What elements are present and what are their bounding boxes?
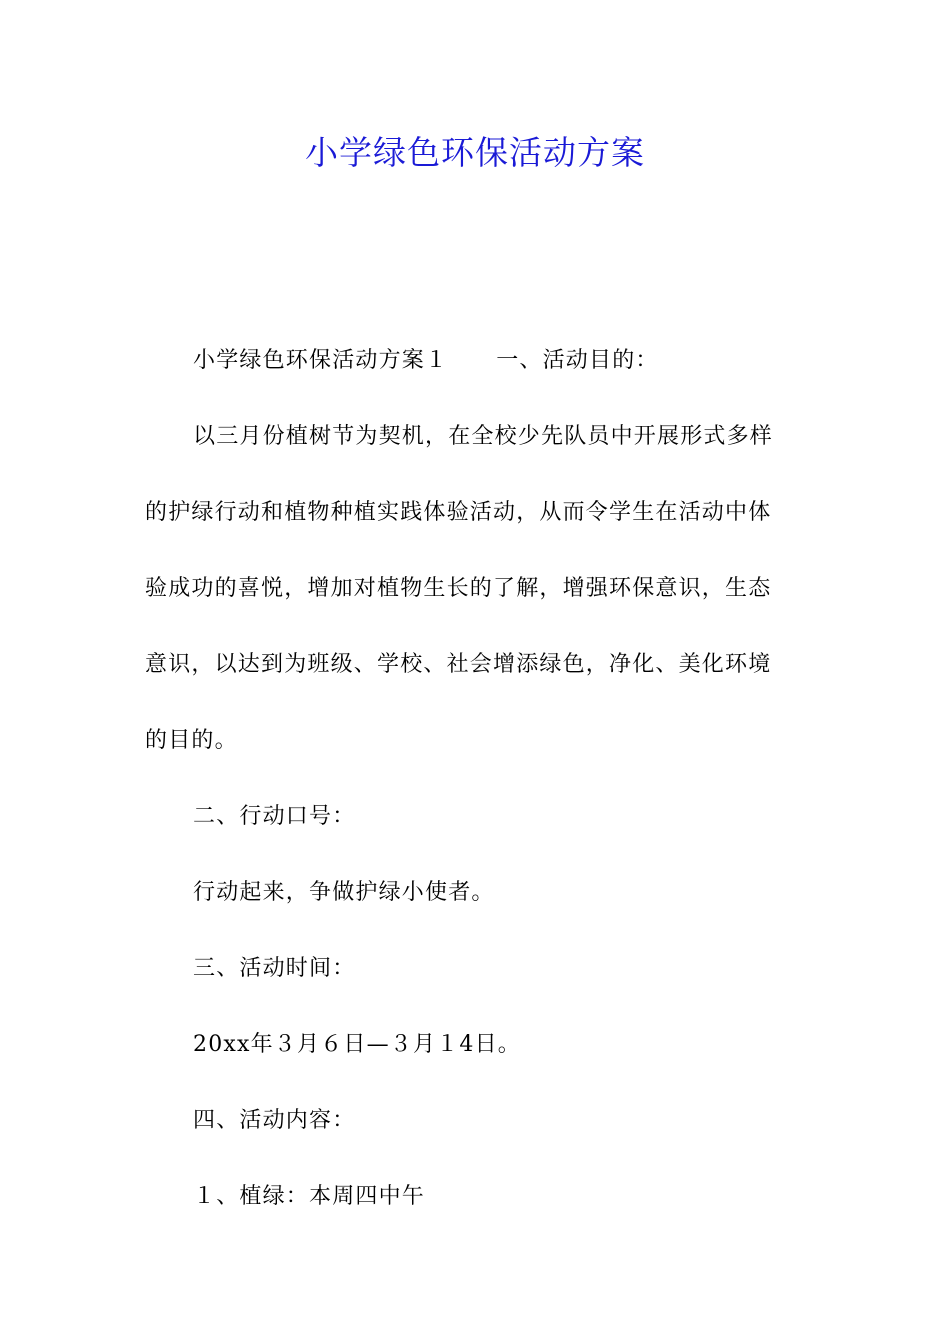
section4-heading: 四、活动内容：	[193, 1108, 356, 1133]
document-body	[145, 323, 805, 1235]
list-item-1: １、植绿：本周四中午	[193, 1184, 426, 1209]
slogan-text: 行动起来，争做护绿小使者。	[193, 880, 495, 905]
intro-line	[145, 323, 805, 399]
intro-heading: 小学绿色环保活动方案１	[193, 348, 449, 373]
section2-heading: 二、行动口号：	[193, 804, 356, 829]
paragraph1-line-5: 的目的。	[145, 728, 238, 753]
document-title: 小学绿色环保活动方案	[305, 133, 645, 172]
paragraph1-line-3: 验成功的喜悦，增加对植物生长的了解，增强环保意识，生态	[145, 576, 772, 601]
paragraph1-line-4: 意识，以达到为班级、学校、社会增添绿色，净化、美化环境	[145, 652, 772, 677]
section3-heading: 三、活动时间：	[193, 956, 356, 981]
time-text: 20xx年３月６日—３月１4日。	[193, 1032, 522, 1057]
paragraph1-line-1: 以三月份植树节为契机，在全校少先队员中开展形式多样	[193, 424, 774, 449]
paragraph1-line-2: 的护绿行动和植物种植实践体验活动，从而令学生在活动中体	[145, 500, 772, 525]
section1-heading: 一、活动目的：	[496, 348, 659, 373]
